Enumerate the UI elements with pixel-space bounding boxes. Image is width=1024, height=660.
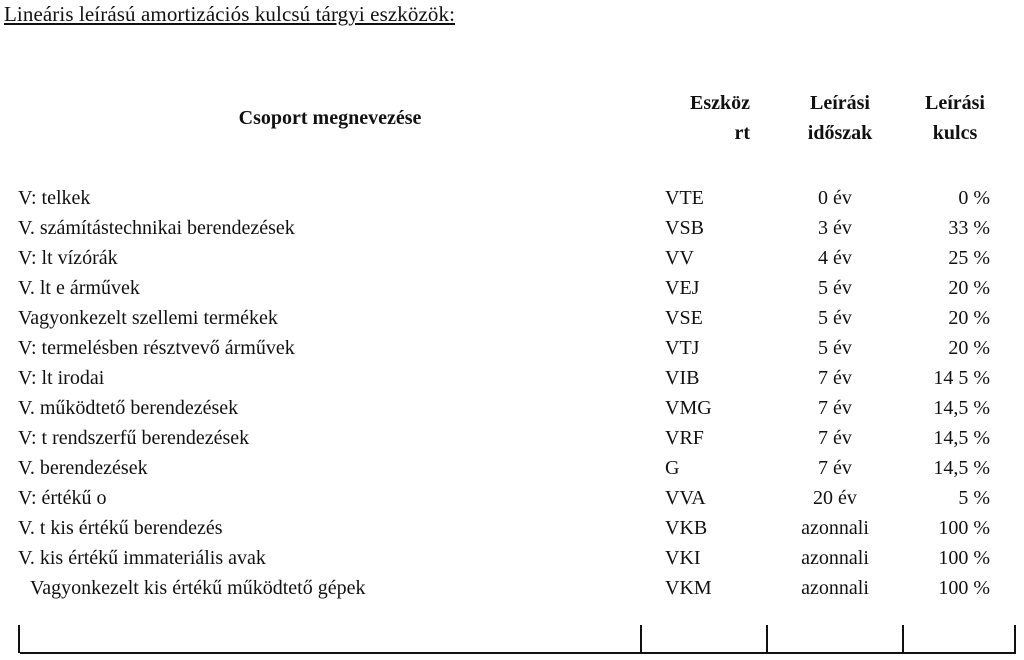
row-period: azonnali bbox=[801, 547, 869, 569]
column-header-name: Csoport megnevezése bbox=[238, 107, 422, 129]
table-row bbox=[0, 543, 1024, 573]
table-row bbox=[0, 183, 1024, 213]
row-period: 7 év bbox=[818, 397, 852, 419]
row-period: 5 év bbox=[818, 337, 852, 359]
row-period: 0 év bbox=[818, 187, 852, 209]
row-rate: 0 % bbox=[958, 187, 990, 209]
column-header-period-line1: Leírási bbox=[810, 92, 870, 114]
row-rate: 33 % bbox=[948, 217, 990, 239]
row-period: 5 év bbox=[818, 307, 852, 329]
row-code: VSE bbox=[665, 307, 703, 329]
row-rate: 14 5 % bbox=[933, 367, 990, 389]
row-name: V. lt e árművek bbox=[18, 277, 140, 299]
row-rate: 100 % bbox=[938, 517, 990, 539]
column-header-rate-line2: kulcs bbox=[932, 122, 978, 144]
table-bottom-border bbox=[20, 652, 1016, 654]
row-name: Vagyonkezelt szellemi termékek bbox=[18, 307, 278, 329]
row-period: azonnali bbox=[801, 517, 869, 539]
row-code: VKB bbox=[665, 517, 708, 539]
row-rate: 100 % bbox=[938, 577, 990, 599]
row-code: VRF bbox=[665, 427, 704, 449]
table-row bbox=[0, 303, 1024, 333]
row-period: 7 év bbox=[818, 457, 852, 479]
row-rate: 20 % bbox=[948, 307, 990, 329]
table-row bbox=[0, 423, 1024, 453]
table-row bbox=[0, 453, 1024, 483]
row-code: VMG bbox=[665, 397, 712, 419]
row-name: V: lt vízórák bbox=[18, 247, 118, 269]
row-code: VVA bbox=[665, 487, 706, 509]
row-code: VIB bbox=[665, 367, 700, 389]
table-row bbox=[0, 363, 1024, 393]
table-row bbox=[0, 333, 1024, 363]
row-period: 4 év bbox=[818, 247, 852, 269]
asset-table bbox=[0, 183, 1024, 603]
row-rate: 14,5 % bbox=[933, 427, 990, 449]
row-code: VTE bbox=[665, 187, 704, 209]
row-code: VKI bbox=[665, 547, 701, 569]
row-rate: 5 % bbox=[958, 487, 990, 509]
table-row bbox=[0, 393, 1024, 423]
row-name: V. berendezések bbox=[18, 457, 148, 479]
page-title: Lineáris leírású amortizációs kulcsú tárgyi eszközök: bbox=[4, 2, 456, 26]
column-header-period bbox=[790, 88, 890, 148]
row-code: G bbox=[665, 457, 680, 479]
row-period: 3 év bbox=[818, 217, 852, 239]
table-border-rate bbox=[902, 625, 904, 653]
table-row bbox=[0, 483, 1024, 513]
row-rate: 20 % bbox=[948, 337, 990, 359]
table-row bbox=[0, 273, 1024, 303]
column-header-code-line2: rt bbox=[734, 122, 750, 144]
row-period: 7 év bbox=[818, 427, 852, 449]
row-rate: 20 % bbox=[948, 277, 990, 299]
row-name: V: termelésben résztvevő árművek bbox=[18, 337, 295, 359]
row-name: Vagyonkezelt kis értékű működtető gépek bbox=[30, 577, 366, 599]
row-name: V: lt irodai bbox=[18, 367, 105, 389]
column-header-code bbox=[640, 88, 750, 148]
column-header-rate bbox=[905, 88, 1005, 148]
row-period: 7 év bbox=[818, 367, 852, 389]
row-name: V. működtető berendezések bbox=[18, 397, 239, 419]
column-header-code-line1: Eszköz bbox=[690, 92, 750, 114]
row-rate: 14,5 % bbox=[933, 397, 990, 419]
column-header-period-line2: időszak bbox=[807, 122, 873, 144]
row-name: V: t rendszerfű berendezések bbox=[18, 427, 250, 449]
row-code: VTJ bbox=[665, 337, 700, 359]
table-border-left bbox=[18, 625, 20, 653]
row-period: 5 év bbox=[818, 277, 852, 299]
row-period: 20 év bbox=[813, 487, 857, 509]
row-rate: 14,5 % bbox=[933, 457, 990, 479]
table-border-code bbox=[640, 625, 642, 653]
column-header-rate-line1: Leírási bbox=[925, 92, 985, 114]
row-name: V. számítástechnikai berendezések bbox=[18, 217, 295, 239]
row-name: V. kis értékű immateriális avak bbox=[18, 547, 266, 569]
row-code: VV bbox=[665, 247, 694, 269]
table-border-right bbox=[1014, 625, 1016, 653]
row-rate: 100 % bbox=[938, 547, 990, 569]
row-code: VKM bbox=[665, 577, 712, 599]
row-period: azonnali bbox=[801, 577, 869, 599]
row-name: V: telkek bbox=[18, 187, 91, 209]
table-border-period bbox=[766, 625, 768, 653]
row-name: V: értékű o bbox=[18, 487, 107, 509]
table-row bbox=[0, 213, 1024, 243]
row-code: VEJ bbox=[665, 277, 700, 299]
table-row bbox=[0, 573, 1024, 603]
table-row bbox=[0, 513, 1024, 543]
row-rate: 25 % bbox=[948, 247, 990, 269]
row-name: V. t kis értékű berendezés bbox=[18, 517, 223, 539]
row-code: VSB bbox=[665, 217, 704, 239]
table-row bbox=[0, 243, 1024, 273]
